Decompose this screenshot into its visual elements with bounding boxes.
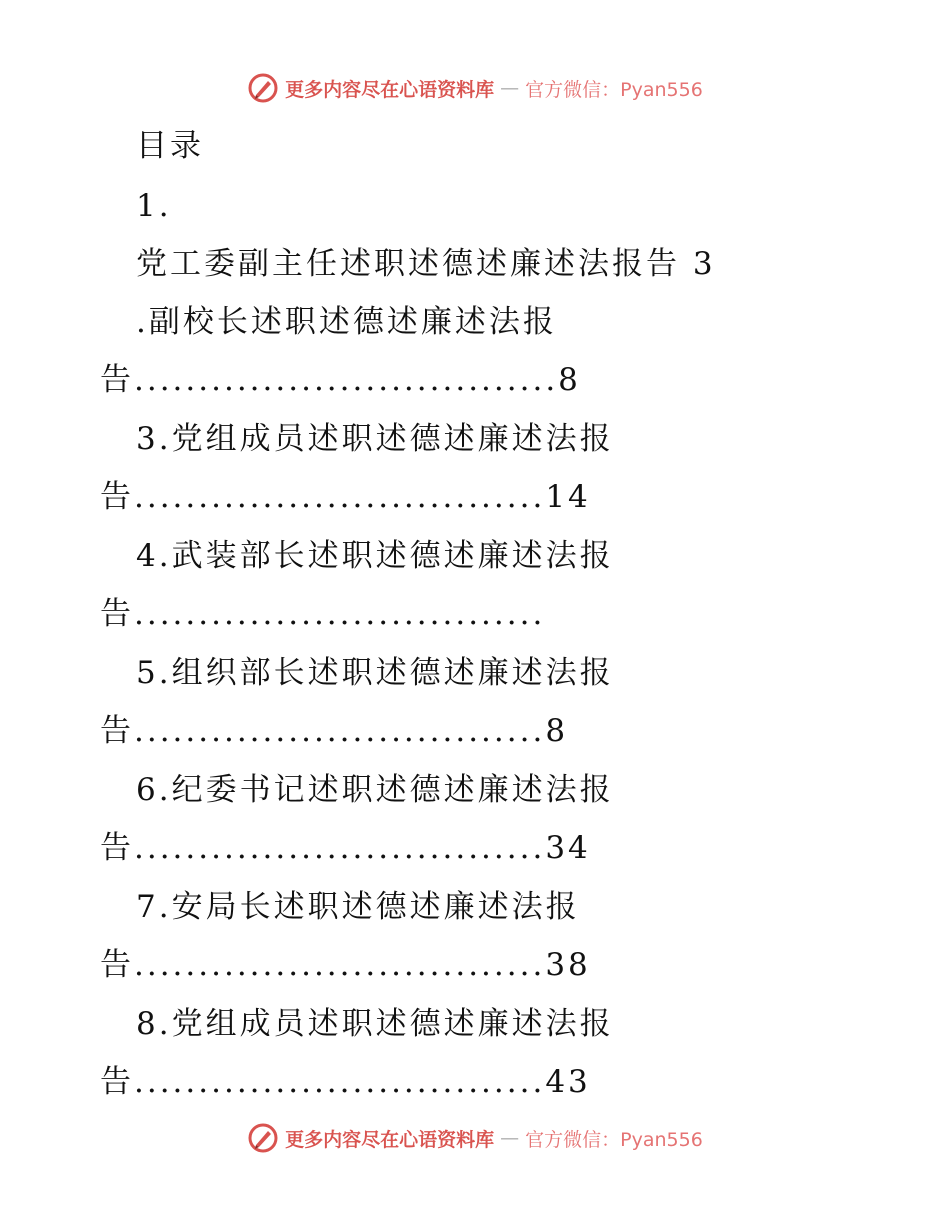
toc-line: 告.................................8 (100, 362, 581, 398)
toc-line: 告................................43 (100, 1064, 591, 1100)
toc-line: 1. (136, 188, 172, 224)
toc-line: 告................................ (100, 596, 546, 632)
footer-watermark (0, 1122, 950, 1154)
toc-line: 7.安局长述职述德述廉述法报 (136, 889, 580, 925)
toc-line: 告................................38 (100, 947, 591, 983)
toc-line: 8.党组成员述职述德述廉述法报 (136, 1006, 614, 1042)
pen-in-circle-icon (247, 1122, 279, 1154)
watermark-title: 更多内容尽在心语资料库 (285, 78, 495, 101)
toc-line: 告................................8 (100, 713, 569, 749)
watermark-contact: 官方微信：Pyan556 (525, 1128, 703, 1151)
watermark-separator: — (500, 77, 520, 99)
toc-line: 告................................34 (100, 830, 591, 866)
header-watermark (0, 72, 950, 104)
toc-line: 告................................14 (100, 479, 591, 515)
toc-line: 党工委副主任述职述德述廉述法报告 3 (136, 246, 716, 282)
pen-in-circle-icon (247, 72, 279, 104)
watermark-contact: 官方微信：Pyan556 (525, 78, 703, 101)
watermark-title: 更多内容尽在心语资料库 (285, 1128, 495, 1151)
toc-line: .副校长述职述德述廉述法报 (136, 304, 557, 340)
toc-heading: 目录 (136, 128, 204, 164)
toc-line: 4.武装部长述职述德述廉述法报 (136, 538, 614, 574)
toc-line: 3.党组成员述职述德述廉述法报 (136, 421, 614, 457)
toc-line: 5.组织部长述职述德述廉述法报 (136, 655, 614, 691)
watermark-separator: — (500, 1127, 520, 1149)
toc-line: 6.纪委书记述职述德述廉述法报 (136, 772, 614, 808)
